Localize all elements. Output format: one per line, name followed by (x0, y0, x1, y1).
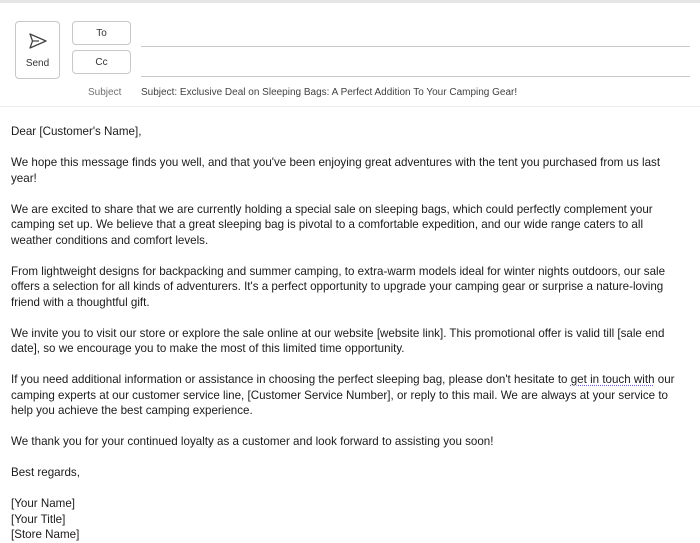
send-label: Send (25, 58, 50, 69)
body-paragraph-4: We invite you to visit our store or explore the sale online at our website [website link]. This promotional offer is valid till [sale end date], so we encourage you to make the most of this limited time opportunity. (11, 326, 665, 355)
signature-title: [Your Title] (11, 512, 66, 526)
body-paragraph-5 (11, 372, 681, 419)
body-paragraph-6: We thank you for your continued loyalty as a customer and look forward to assisting you soon! (11, 435, 494, 448)
closing: Best regards, (11, 466, 80, 479)
subject-label: Subject (88, 87, 122, 98)
cc-input[interactable] (141, 53, 690, 77)
signature-name: [Your Name] (11, 497, 76, 510)
cc-button[interactable]: Cc (72, 50, 131, 74)
to-input[interactable] (141, 23, 690, 47)
body-paragraph-3: From lightweight designs for backpacking and summer camping, to extra-warm models ideal for winter nights outdoors, our sale offers a selection for all kinds of adventurers. It's a perfect opportunity to upgrade your camping gear or surprise a nature-loving friend with a thoughtful gift. (11, 264, 666, 309)
compose-header (0, 3, 700, 107)
send-icon (28, 31, 48, 51)
to-button[interactable]: To (72, 21, 131, 45)
body-paragraph-2: We are excited to share that we are currently holding a special sale on sleeping bags, which could perfectly complement your camping set up. We believe that a great sleeping bag is pivotal to a comfortable expedition, and our wide range caters to all weather conditions and comfort levels. (11, 202, 653, 247)
subject-input[interactable]: Subject: Exclusive Deal on Sleeping Bags: A Perfect Addition To Your Camping Gear! (141, 87, 518, 98)
send-button[interactable] (15, 21, 60, 79)
signature-store: [Store Name] (11, 528, 80, 541)
greeting: Dear [Customer's Name], (11, 125, 142, 138)
email-body[interactable] (11, 124, 681, 543)
body-paragraph-1: We hope this message finds you well, and that you've been enjoying great adventures with the tent you purchased from us last year! (11, 156, 661, 185)
paragraph-5-start: If you need additional information or assistance in choosing the perfect sleeping bag, please don't hesitate to (11, 373, 571, 386)
grammar-suggestion[interactable]: get in touch with (570, 373, 655, 386)
paragraph-5-end: our camping experts at our customer service line, [Customer Service Number], or reply to this mail. We are always at your service to help you achieve the best camping experience. (11, 373, 675, 417)
